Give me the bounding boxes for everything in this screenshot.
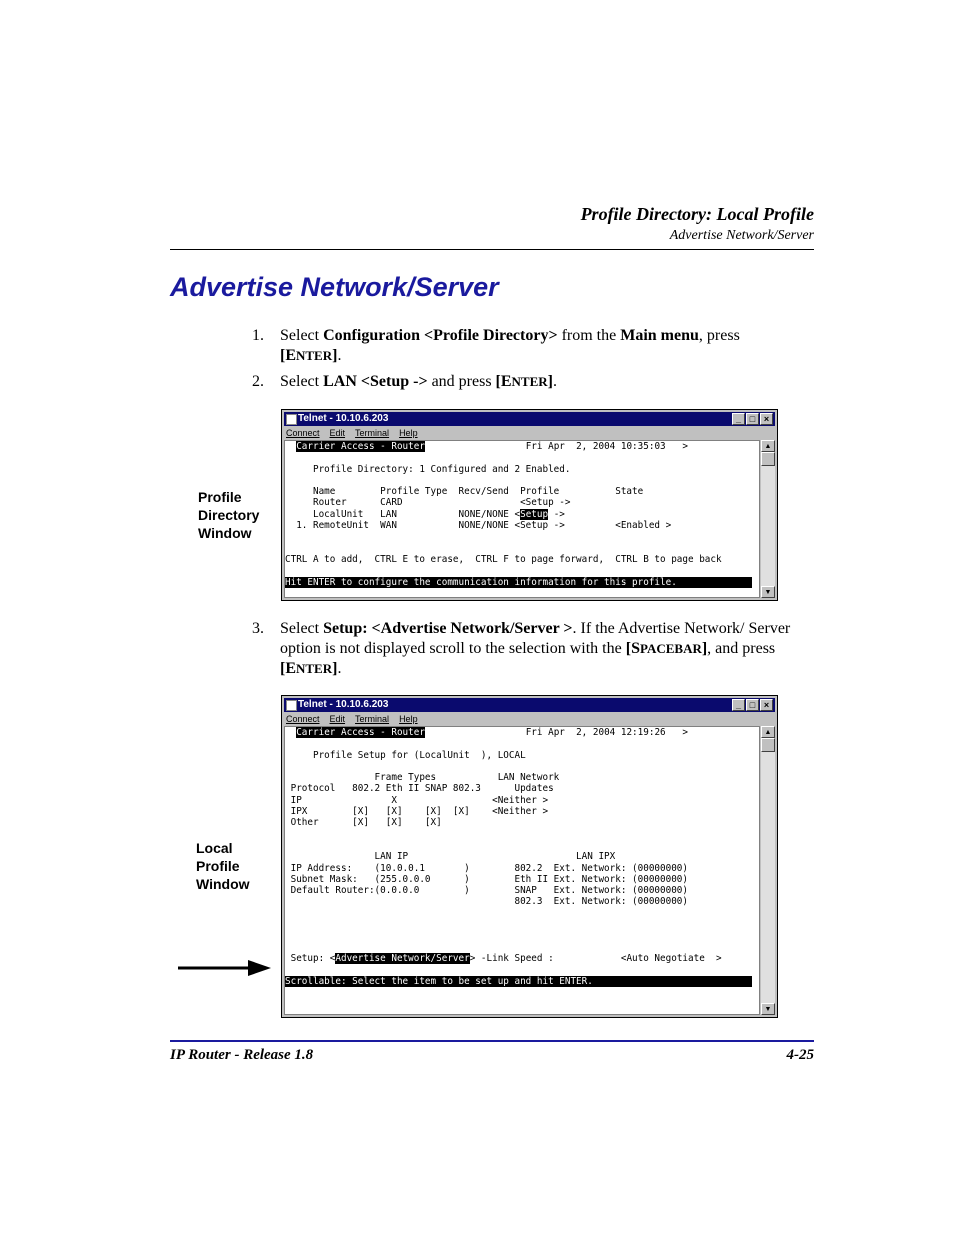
window-title: Telnet - 10.10.6.203 xyxy=(298,413,389,424)
terminal-status-bar: Hit ENTER to configure the communication information for this profile. xyxy=(285,577,752,588)
menu-edit[interactable]: Edit xyxy=(329,714,346,724)
terminal-status-bar: Scrollable: Select the item to be set up and hit ENTER. xyxy=(285,976,752,987)
window-label-line: Window xyxy=(196,876,250,892)
terminal-text-run: Fri Apr 2, 2004 12:19:26 xyxy=(424,727,666,738)
page-title: Advertise Network/Server xyxy=(170,272,499,302)
scroll-down-arrow-icon[interactable]: ▼ xyxy=(761,586,775,598)
running-header-title: Profile Directory: Local Profile xyxy=(580,204,814,224)
terminal-highlight[interactable]: Carrier Access - Router xyxy=(296,727,425,738)
terminal-line xyxy=(285,885,752,896)
terminal-line xyxy=(285,486,752,497)
terminal-text-run: Profile Directory: 1 Configured and 2 Enabled. xyxy=(285,463,571,475)
terminal-text xyxy=(285,441,752,588)
vertical-scrollbar[interactable] xyxy=(761,440,775,598)
terminal-highlight[interactable]: Carrier Access - Router xyxy=(296,441,425,452)
footer-product: IP Router - Release 1.8 xyxy=(170,1047,314,1063)
terminal-text-run: 1. RemoteUnit WAN NONE/NONE <Setup -> <Enabled > xyxy=(285,520,672,532)
terminal-highlight[interactable]: Setup xyxy=(520,508,549,520)
terminal-text-run xyxy=(285,475,291,486)
terminal-text-run xyxy=(285,829,291,840)
terminal-text-run: IPX [X] [X] [X] [X] <Neither > xyxy=(285,806,549,818)
terminal-line xyxy=(285,509,752,520)
terminal-line xyxy=(285,441,752,452)
terminal-text-run xyxy=(285,738,291,749)
window-label-line: Window xyxy=(198,525,252,541)
local-profile-window-label xyxy=(196,839,250,893)
terminal-line xyxy=(285,851,752,862)
pointer-arrow-icon xyxy=(178,959,272,977)
terminal-text-run: > xyxy=(665,727,689,738)
telnet-window-profile-directory xyxy=(281,409,778,601)
terminal-text-run: Other [X] [X] [X] xyxy=(285,817,442,829)
terminal-line xyxy=(285,497,752,508)
terminal-line xyxy=(285,750,752,761)
terminal-text-run xyxy=(285,543,291,554)
step-number: 2. xyxy=(252,373,264,390)
terminal-line xyxy=(285,738,752,749)
window-title-bar xyxy=(284,698,775,712)
scroll-thumb[interactable] xyxy=(761,452,775,466)
window-label-line: Profile xyxy=(196,858,240,874)
terminal-screen[interactable] xyxy=(284,726,760,1015)
step-number: 1. xyxy=(252,327,264,344)
telnet-app-icon xyxy=(286,414,297,425)
scroll-up-arrow-icon[interactable]: ▲ xyxy=(761,726,775,738)
footer-page-number: 4-25 xyxy=(786,1047,814,1063)
terminal-text-run: IP X <Neither > xyxy=(285,794,549,806)
terminal-text-run xyxy=(285,840,291,851)
terminal-line xyxy=(285,554,752,565)
terminal-text-run: Default Router:(0.0.0.0 ) SNAP Ext. Network: (00000000) xyxy=(285,885,688,897)
terminal-line xyxy=(285,964,752,975)
terminal-text-run: Name Profile Type Recv/Send Profile State xyxy=(285,486,644,498)
terminal-line xyxy=(285,806,752,817)
terminal-line xyxy=(285,565,752,576)
close-button[interactable]: × xyxy=(760,699,773,711)
terminal-text-run: Router CARD <Setup -> xyxy=(285,497,571,509)
running-header-subtitle: Advertise Network/Server xyxy=(669,228,814,243)
window-label-line: Local xyxy=(196,840,233,856)
terminal-text-run xyxy=(285,761,291,772)
scroll-thumb[interactable] xyxy=(761,738,775,752)
menu-terminal[interactable]: Terminal xyxy=(355,714,390,724)
terminal-line xyxy=(285,908,752,919)
window-label-line: Profile xyxy=(198,489,242,505)
terminal-line xyxy=(285,761,752,772)
maximize-button[interactable]: □ xyxy=(746,413,759,425)
menu-bar xyxy=(286,713,418,725)
scroll-up-arrow-icon[interactable]: ▲ xyxy=(761,440,775,452)
terminal-line xyxy=(285,520,752,531)
terminal-text-run xyxy=(285,964,291,975)
header-rule xyxy=(170,249,814,250)
menu-help[interactable]: Help xyxy=(399,428,418,438)
telnet-app-icon xyxy=(286,700,297,711)
menu-bar xyxy=(286,427,418,439)
terminal-text xyxy=(285,727,752,987)
step-2 xyxy=(252,372,814,392)
terminal-text-run: Profile Setup for (LocalUnit ), LOCAL xyxy=(285,749,526,761)
terminal-text-run: IP Address: (10.0.0.1 ) 802.2 Ext. Network: (00000000) xyxy=(285,862,688,874)
maximize-button[interactable]: □ xyxy=(746,699,759,711)
terminal-text-run xyxy=(285,919,291,930)
terminal-line xyxy=(285,863,752,874)
terminal-text-run xyxy=(285,441,296,452)
terminal-text-run: Frame Types LAN Network xyxy=(285,772,560,784)
terminal-text-run: > -Link Speed : <Auto Negotiate > xyxy=(469,952,722,964)
terminal-text-run: -> xyxy=(548,508,565,520)
window-label-line: Directory xyxy=(198,507,260,523)
terminal-text-run: LAN IP LAN IPX xyxy=(285,851,616,863)
terminal-text-run: Setup: < xyxy=(285,952,336,964)
menu-connect[interactable]: Connect xyxy=(286,714,320,724)
terminal-line xyxy=(285,930,752,941)
terminal-line xyxy=(285,976,752,987)
step-3 xyxy=(252,619,814,679)
step-text: Select Configuration <Profile Directory> from the Main menu, press [ENTER]. xyxy=(280,327,740,364)
terminal-line xyxy=(285,840,752,851)
menu-help[interactable]: Help xyxy=(399,714,418,724)
terminal-text-run: 802.3 Ext. Network: (00000000) xyxy=(285,896,688,908)
menu-edit[interactable]: Edit xyxy=(329,428,346,438)
footer-rule xyxy=(170,1040,814,1042)
terminal-line xyxy=(285,727,752,738)
terminal-text-run xyxy=(285,930,291,941)
terminal-line xyxy=(285,942,752,953)
window-title-bar xyxy=(284,412,775,426)
terminal-text-run xyxy=(285,908,291,919)
terminal-text-run xyxy=(285,942,291,953)
terminal-line xyxy=(285,772,752,783)
terminal-highlight[interactable]: Advertise Network/Server xyxy=(335,952,470,964)
step-text: Select LAN <Setup -> and press [ENTER]. xyxy=(280,373,557,390)
terminal-text-run: > xyxy=(665,441,689,452)
terminal-line xyxy=(285,874,752,885)
telnet-window-local-profile xyxy=(281,695,778,1018)
scroll-down-arrow-icon[interactable]: ▼ xyxy=(761,1003,775,1015)
terminal-line xyxy=(285,452,752,463)
menu-connect[interactable]: Connect xyxy=(286,428,320,438)
vertical-scrollbar[interactable] xyxy=(761,726,775,1015)
terminal-text-run xyxy=(285,531,291,542)
close-button[interactable]: × xyxy=(760,413,773,425)
terminal-text-run: LocalUnit LAN NONE/NONE < xyxy=(285,508,521,520)
minimize-button[interactable]: _ xyxy=(732,413,745,425)
window-title: Telnet - 10.10.6.203 xyxy=(298,699,389,710)
step-1 xyxy=(252,326,814,366)
step-text: Select Setup: <Advertise Network/Server >. If the Advertise Network/ Server option is not displayed scroll to the selection with the [SPACEBAR], and press [ENTER]. xyxy=(280,620,791,677)
terminal-line xyxy=(285,531,752,542)
terminal-line xyxy=(285,543,752,554)
terminal-text-run xyxy=(285,452,291,463)
terminal-text-run: Fri Apr 2, 2004 10:35:03 xyxy=(424,441,666,452)
terminal-line xyxy=(285,783,752,794)
terminal-screen[interactable] xyxy=(284,440,760,598)
terminal-line xyxy=(285,896,752,907)
terminal-line xyxy=(285,919,752,930)
step-number: 3. xyxy=(252,620,264,637)
terminal-line xyxy=(285,817,752,828)
terminal-text-run: Protocol 802.2 Eth II SNAP 802.3 Updates xyxy=(285,783,554,795)
terminal-line xyxy=(285,795,752,806)
terminal-line xyxy=(285,953,752,964)
terminal-line xyxy=(285,475,752,486)
terminal-text-run xyxy=(285,727,296,738)
terminal-line xyxy=(285,829,752,840)
profile-directory-window-label xyxy=(198,488,259,542)
terminal-text-run xyxy=(285,565,291,576)
menu-terminal[interactable]: Terminal xyxy=(355,428,390,438)
terminal-line xyxy=(285,577,752,588)
terminal-text-run: CTRL A to add, CTRL E to erase, CTRL F to page forward, CTRL B to page back xyxy=(285,553,722,565)
terminal-text-run: Subnet Mask: (255.0.0.0 ) Eth II Ext. Network: (00000000) xyxy=(285,873,688,885)
minimize-button[interactable]: _ xyxy=(732,699,745,711)
terminal-line xyxy=(285,464,752,475)
